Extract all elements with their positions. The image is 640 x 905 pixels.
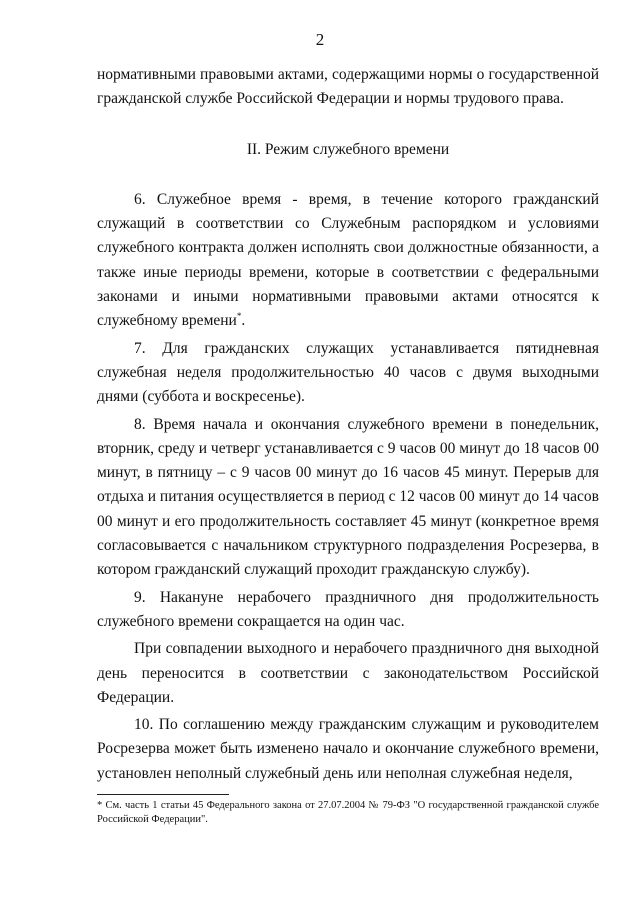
paragraph-6: [97, 188, 599, 334]
footnote-divider: [97, 794, 229, 795]
footnote: * См. часть 1 статьи 45 Федерального закона от 27.07.2004 № 79-ФЗ "О государственной гражданской службе Российской Федерации".: [97, 800, 599, 825]
paragraph-9-continued: При совпадении выходного и нерабочего праздничного дня выходной день переносится в соответствии с законодательством Российской Федерации.: [97, 640, 599, 706]
paragraph-6-end: .: [241, 312, 246, 330]
paragraph-7: 7. Для гражданских служащих устанавливается пятидневная служебная неделя продолжительностью 40 часов с двумя выходными днями (суббота и воскресенье).: [97, 339, 599, 406]
paragraph-9: 9. Накануне нерабочего праздничного дня продолжительность служебного времени сокращается на один час.: [97, 588, 599, 630]
section-title: II. Режим служебного времени: [246, 140, 450, 158]
document-body: [97, 63, 599, 786]
paragraph-8: 8. Время начала и окончания служебного времени в понедельник, вторник, среду и четверг устанавливается с 9 часов 00 минут до 18 часов 00 минут, в пятницу – с 9 часов 00 минут до 16 часов 45 минут. Перерыв для отдыха и питания осуществляется в период с 12 часов 00 минут до 14 часов 00 минут и его продолжительность составляет 45 минут (конкретное время согласовывается с начальником структурного подразделения Росрезерва, в котором гражданский служащий проходит гражданскую службу).: [97, 415, 599, 579]
paragraph-10: 10. По соглашению между гражданским служащим и руководителем Росрезерва может быть изменено начало и окончание служебного времени, установлен неполный служебный день или неполная служебная неделя,: [97, 716, 599, 782]
footnote-mark: *: [236, 311, 242, 322]
paragraph-6-text: 6. Служебное время - время, в течение которого гражданский служащий в соответствии со Служебным распорядком и условиями служебного контракта должен исполнять свои должностные обязанности, а также иные периоды времени, которые в соответствии с федеральными законами и иными нормативными правовыми актами относятся к служебному времени: [97, 190, 599, 330]
intro-paragraph: нормативными правовыми актами, содержащими нормы о государственной гражданской службе Российской Федерации и нормы трудового права.: [97, 66, 599, 108]
page-number: 2: [315, 30, 325, 49]
